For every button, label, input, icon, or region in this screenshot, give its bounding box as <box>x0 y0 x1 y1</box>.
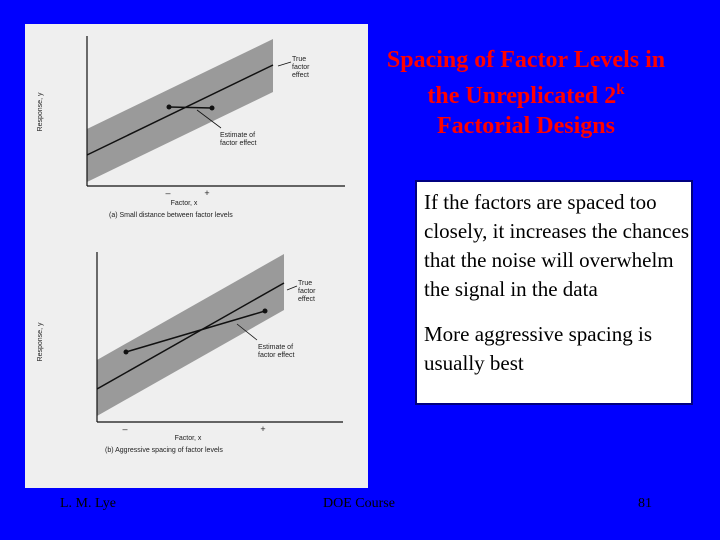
slide-title-superscript: k <box>616 82 625 98</box>
top-tick-plus: + <box>204 188 210 198</box>
footer-author: L. M. Lye <box>60 496 116 511</box>
bottom-true-effect-line <box>97 283 284 389</box>
top-caption: (a) Small distance between factor levels <box>109 212 233 219</box>
top-estimate-line <box>169 107 212 108</box>
bottom-tick-minus: – <box>122 424 128 434</box>
bottom-true-effect-label-2: factor <box>298 288 316 295</box>
slide-title-main: Spacing of Factor Levels in the Unreplicated 2 <box>386 47 666 109</box>
explanation-box <box>415 180 693 405</box>
factor-spacing-figure <box>25 24 368 488</box>
top-estimate-label-1: Estimate of <box>220 132 256 139</box>
bottom-true-effect-label-3: effect <box>298 296 315 303</box>
factor-spacing-diagram <box>25 24 368 488</box>
top-true-effect-label-1: True <box>292 56 307 63</box>
top-true-effect-label-3: effect <box>292 72 309 79</box>
top-estimate-label-2: factor effect <box>220 140 257 147</box>
bottom-true-effect-label-1: True <box>298 280 313 287</box>
bottom-y-axis-label: Response, y <box>37 322 44 362</box>
top-x-axis-label: Factor, x <box>170 200 198 207</box>
bottom-low-point <box>124 350 129 355</box>
top-true-effect-label-2: factor <box>292 64 310 71</box>
top-low-point <box>167 105 172 110</box>
top-y-axis-label: Response, y <box>37 92 44 132</box>
slide-title-end: Factorial Designs <box>437 113 615 139</box>
bottom-x-axis-label: Factor, x <box>174 435 202 442</box>
bottom-panel <box>37 252 343 454</box>
bottom-tick-plus: + <box>260 424 266 434</box>
top-tick-minus: – <box>165 188 171 198</box>
slide-title <box>372 45 680 141</box>
explanation-paragraph-1: If the factors are spaced too closely, it increases the chances that the noise will overwhelm the signal in the data <box>424 190 690 301</box>
footer-course: DOE Course <box>323 496 395 511</box>
top-high-point <box>210 106 215 111</box>
bottom-noise-band <box>97 254 284 416</box>
top-true-effect-leader <box>278 62 291 66</box>
footer-page-number: 81 <box>638 496 652 511</box>
explanation-paragraph-2: More aggressive spacing is usually best <box>424 322 653 375</box>
bottom-estimate-label-2: factor effect <box>258 352 295 359</box>
bottom-caption: (b) Aggressive spacing of factor levels <box>105 447 223 454</box>
bottom-estimate-label-1: Estimate of <box>258 344 294 351</box>
bottom-high-point <box>263 309 268 314</box>
bottom-true-effect-leader <box>287 286 297 290</box>
top-panel <box>37 36 345 219</box>
